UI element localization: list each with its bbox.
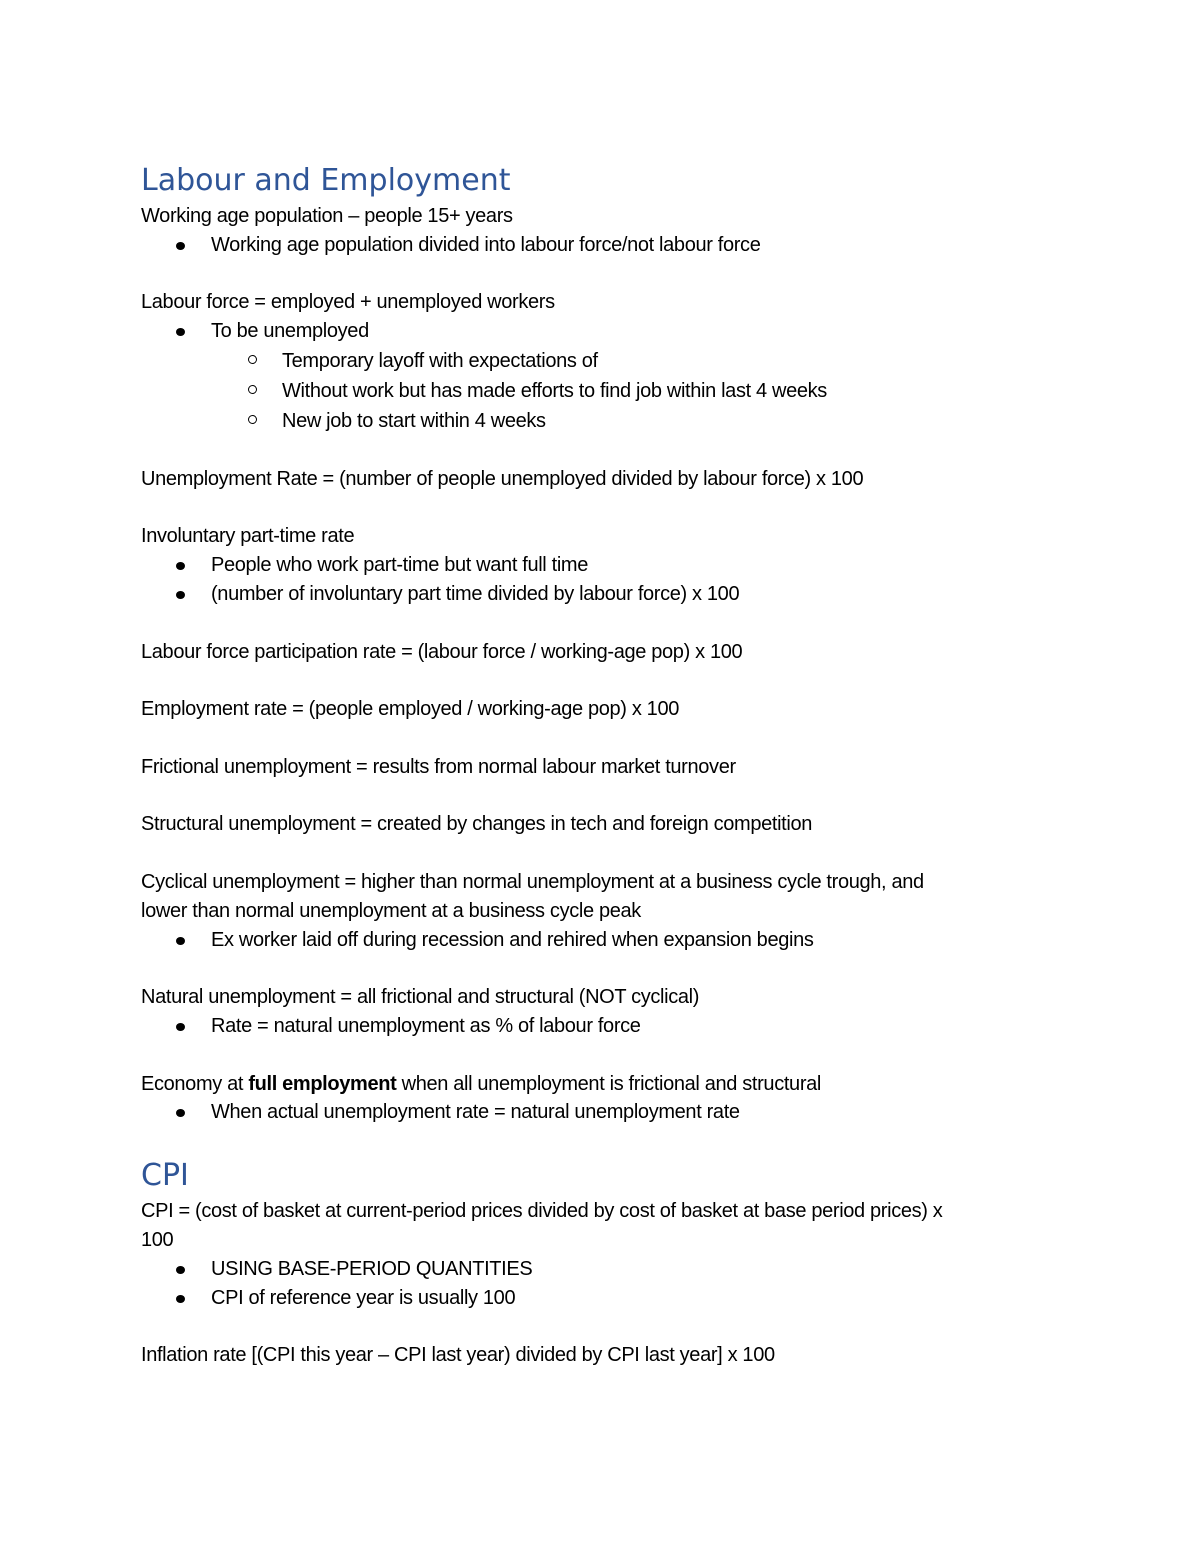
heading-cpi: CPI — [141, 1158, 189, 1194]
bullet-icon — [176, 562, 185, 570]
sub-bullet-item: Temporary layoff with expectations of — [141, 346, 1046, 376]
cyclical-line-1: Cyclical unemployment = higher than normal unemployment at a business cycle trough, and — [141, 870, 924, 893]
bullet-item: CPI of reference year is usually 100 — [141, 1284, 1046, 1313]
labour-force-line: Labour force = employed + unemployed workers — [141, 291, 555, 314]
bullet-icon — [176, 1295, 185, 1303]
bullet-icon — [176, 1023, 185, 1031]
sub-bullet-item: Without work but has made efforts to find job within last 4 weeks — [141, 376, 1046, 406]
bullet-icon — [176, 937, 185, 945]
cpi-formula-line-2: 100 — [141, 1228, 174, 1251]
circle-bullet-icon — [248, 355, 257, 364]
bullet-item: When actual unemployment rate = natural unemployment rate — [141, 1098, 1046, 1127]
cpi-formula-line-1: CPI = (cost of basket at current-period prices divided by cost of basket at base period prices) x — [141, 1200, 943, 1223]
cyclical-line-2: lower than normal unemployment at a business cycle peak — [141, 899, 641, 922]
involuntary-line: Involuntary part-time rate — [141, 525, 355, 548]
structural-line: Structural unemployment = created by changes in tech and foreign competition — [141, 813, 813, 836]
circle-bullet-icon — [248, 415, 257, 424]
bullet-item: Working age population divided into labour force/not labour force — [141, 231, 1046, 260]
participation-line: Labour force participation rate = (labour force / working-age pop) x 100 — [141, 640, 743, 663]
document-page — [141, 160, 1046, 1370]
bullet-item: To be unemployed — [141, 317, 1046, 346]
bullet-icon — [176, 591, 185, 599]
sub-bullet-item: New job to start within 4 weeks — [141, 406, 1046, 436]
bullet-item: USING BASE-PERIOD QUANTITIES — [141, 1255, 1046, 1284]
bullet-icon — [176, 328, 185, 336]
frictional-line: Frictional unemployment = results from normal labour market turnover — [141, 755, 736, 778]
employment-rate-line: Employment rate = (people employed / working-age pop) x 100 — [141, 698, 679, 721]
unemployment-rate-line: Unemployment Rate = (number of people unemployed divided by labour force) x 100 — [141, 467, 864, 490]
working-age-line: Working age population – people 15+ years — [141, 205, 513, 227]
bullet-item: Ex worker laid off during recession and rehired when expansion begins — [141, 926, 1046, 955]
bullet-icon — [176, 242, 185, 250]
full-employment-bold: full employment — [248, 1072, 397, 1095]
heading-labour-employment: Labour and Employment — [141, 163, 511, 198]
circle-bullet-icon — [248, 385, 257, 394]
inflation-line: Inflation rate [(CPI this year – CPI last year) divided by CPI last year] x 100 — [141, 1344, 775, 1367]
natural-line: Natural unemployment = all frictional and structural (NOT cyclical) — [141, 986, 700, 1009]
bullet-item: Rate = natural unemployment as % of labour force — [141, 1012, 1046, 1041]
full-employment-line: Economy at full employment when all unemployment is frictional and structural — [141, 1072, 822, 1095]
bullet-item: (number of involuntary part time divided by labour force) x 100 — [141, 580, 1046, 609]
bullet-item: People who work part-time but want full time — [141, 551, 1046, 580]
bullet-icon — [176, 1266, 185, 1274]
bullet-icon — [176, 1109, 185, 1117]
